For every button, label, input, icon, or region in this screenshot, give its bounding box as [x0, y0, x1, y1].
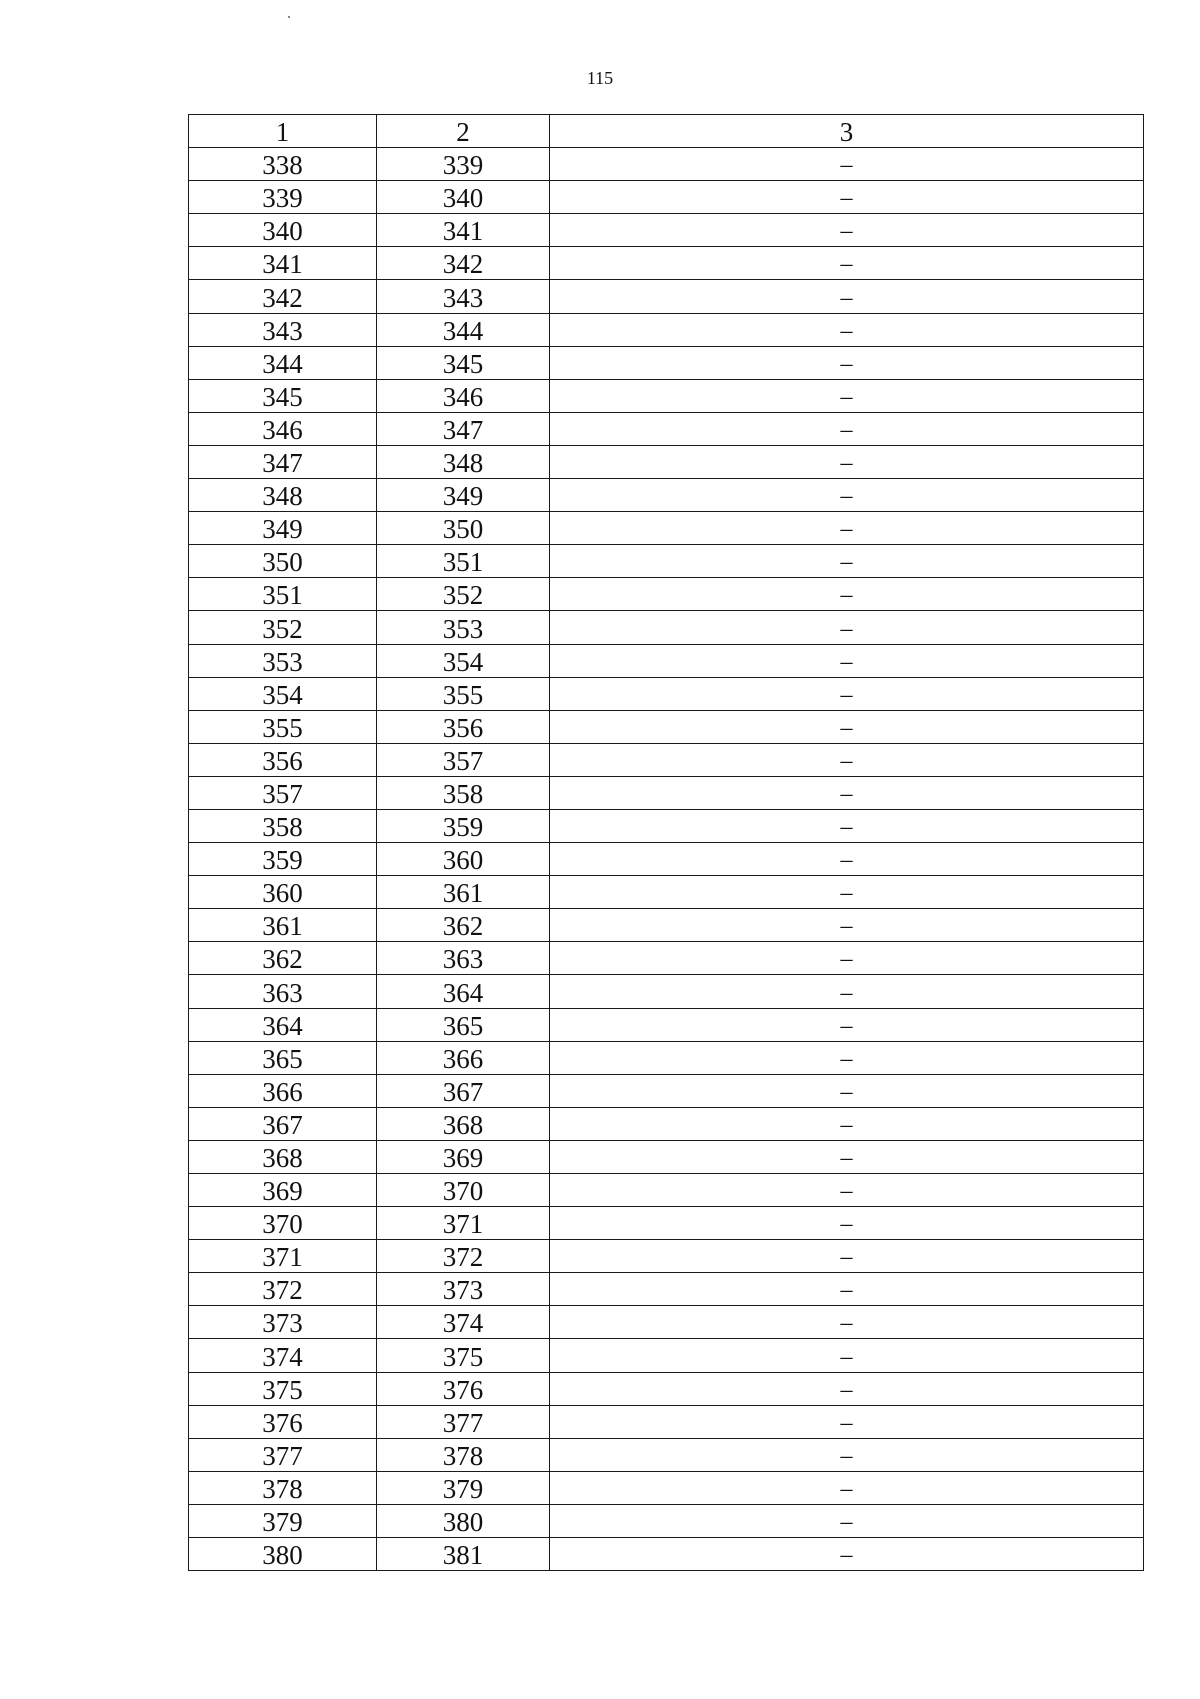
table-cell-col-3: – [550, 809, 1144, 842]
table-row [189, 909, 1144, 942]
table-cell-col-3: – [550, 776, 1144, 809]
column-header-3: 3 [550, 115, 1144, 148]
table-cell-col-3: – [550, 1273, 1144, 1306]
table-cell-col-2: 355 [377, 677, 550, 710]
table-cell-col-2: 347 [377, 412, 550, 445]
table-cell-col-3: – [550, 942, 1144, 975]
table-cell-col-2: 344 [377, 313, 550, 346]
table-row [189, 1107, 1144, 1140]
table-cell-col-3: – [550, 743, 1144, 776]
table-cell-col-1: 341 [189, 247, 377, 280]
table-row [189, 1306, 1144, 1339]
table-row [189, 1207, 1144, 1240]
table-row [189, 181, 1144, 214]
table-row [189, 1008, 1144, 1041]
table-cell-col-2: 374 [377, 1306, 550, 1339]
table-cell-col-1: 363 [189, 975, 377, 1008]
table-cell-col-1: 373 [189, 1306, 377, 1339]
table-cell-col-2: 349 [377, 479, 550, 512]
table-cell-col-1: 369 [189, 1174, 377, 1207]
table-row [189, 677, 1144, 710]
table-row [189, 743, 1144, 776]
table-cell-col-2: 380 [377, 1504, 550, 1537]
table-cell-col-3: – [550, 1438, 1144, 1471]
table-cell-col-1: 355 [189, 710, 377, 743]
table-header-row [189, 115, 1144, 148]
page-number: 115 [586, 68, 614, 88]
table-cell-col-3: – [550, 677, 1144, 710]
table-cell-col-1: 346 [189, 412, 377, 445]
table-cell-col-1: 362 [189, 942, 377, 975]
table-cell-col-1: 357 [189, 776, 377, 809]
table-cell-col-3: – [550, 346, 1144, 379]
table-cell-col-3: – [550, 578, 1144, 611]
table-cell-col-1: 370 [189, 1207, 377, 1240]
table-cell-col-3: – [550, 1372, 1144, 1405]
table-cell-col-3: – [550, 1538, 1144, 1571]
table-row [189, 512, 1144, 545]
table-row [189, 776, 1144, 809]
table-cell-col-2: 375 [377, 1339, 550, 1372]
table-cell-col-2: 370 [377, 1174, 550, 1207]
table-cell-col-2: 377 [377, 1405, 550, 1438]
table-row [189, 1471, 1144, 1504]
table-cell-col-1: 347 [189, 445, 377, 478]
table-row [189, 214, 1144, 247]
table-row [189, 1538, 1144, 1571]
table-cell-col-2: 360 [377, 843, 550, 876]
table-row [189, 975, 1144, 1008]
table-cell-col-3: – [550, 479, 1144, 512]
table-cell-col-1: 380 [189, 1538, 377, 1571]
table-row [189, 545, 1144, 578]
scan-speck [288, 16, 290, 18]
table-cell-col-1: 377 [189, 1438, 377, 1471]
table-cell-col-3: – [550, 445, 1144, 478]
table-cell-col-2: 367 [377, 1074, 550, 1107]
table-row [189, 710, 1144, 743]
table-row [189, 843, 1144, 876]
table-cell-col-3: – [550, 975, 1144, 1008]
table-cell-col-2: 354 [377, 644, 550, 677]
table-cell-col-3: – [550, 611, 1144, 644]
table-cell-col-2: 350 [377, 512, 550, 545]
table-cell-col-2: 352 [377, 578, 550, 611]
table-cell-col-3: – [550, 247, 1144, 280]
table-cell-col-3: – [550, 545, 1144, 578]
table-row [189, 1405, 1144, 1438]
table-cell-col-1: 338 [189, 148, 377, 181]
table-cell-col-1: 376 [189, 1405, 377, 1438]
table-row [189, 346, 1144, 379]
table-cell-col-2: 364 [377, 975, 550, 1008]
data-table-container [188, 114, 1143, 1571]
table-row [189, 1504, 1144, 1537]
table-cell-col-3: – [550, 181, 1144, 214]
table-cell-col-2: 361 [377, 876, 550, 909]
table-cell-col-1: 343 [189, 313, 377, 346]
table-body [189, 148, 1144, 1571]
table-row [189, 1041, 1144, 1074]
table-row [189, 1273, 1144, 1306]
table-cell-col-1: 352 [189, 611, 377, 644]
table-cell-col-1: 378 [189, 1471, 377, 1504]
table-cell-col-3: – [550, 843, 1144, 876]
table-row [189, 1438, 1144, 1471]
table-row [189, 644, 1144, 677]
table-row [189, 479, 1144, 512]
table-cell-col-1: 359 [189, 843, 377, 876]
table-cell-col-1: 342 [189, 280, 377, 313]
table-cell-col-1: 348 [189, 479, 377, 512]
column-header-1: 1 [189, 115, 377, 148]
table-row [189, 611, 1144, 644]
table-cell-col-2: 348 [377, 445, 550, 478]
table-cell-col-2: 362 [377, 909, 550, 942]
table-cell-col-3: – [550, 214, 1144, 247]
table-cell-col-2: 345 [377, 346, 550, 379]
table-cell-col-3: – [550, 379, 1144, 412]
table-cell-col-2: 339 [377, 148, 550, 181]
table-cell-col-3: – [550, 644, 1144, 677]
table-cell-col-2: 365 [377, 1008, 550, 1041]
table-cell-col-1: 339 [189, 181, 377, 214]
table-cell-col-2: 357 [377, 743, 550, 776]
table-cell-col-2: 343 [377, 280, 550, 313]
table-cell-col-2: 368 [377, 1107, 550, 1140]
table-cell-col-1: 351 [189, 578, 377, 611]
table-row [189, 1140, 1144, 1173]
table-row [189, 412, 1144, 445]
table-cell-col-1: 375 [189, 1372, 377, 1405]
table-cell-col-1: 379 [189, 1504, 377, 1537]
table-cell-col-3: – [550, 1107, 1144, 1140]
table-cell-col-1: 364 [189, 1008, 377, 1041]
table-cell-col-3: – [550, 1339, 1144, 1372]
table-cell-col-1: 349 [189, 512, 377, 545]
table-cell-col-2: 369 [377, 1140, 550, 1173]
table-cell-col-2: 342 [377, 247, 550, 280]
table-cell-col-3: – [550, 512, 1144, 545]
table-cell-col-2: 351 [377, 545, 550, 578]
table-cell-col-2: 363 [377, 942, 550, 975]
table-row [189, 942, 1144, 975]
table-cell-col-2: 346 [377, 379, 550, 412]
table-cell-col-2: 353 [377, 611, 550, 644]
table-cell-col-1: 356 [189, 743, 377, 776]
table-cell-col-3: – [550, 1174, 1144, 1207]
table-row [189, 1074, 1144, 1107]
table-cell-col-3: – [550, 148, 1144, 181]
table-cell-col-1: 372 [189, 1273, 377, 1306]
table-cell-col-1: 365 [189, 1041, 377, 1074]
table-cell-col-3: – [550, 1008, 1144, 1041]
table-cell-col-1: 340 [189, 214, 377, 247]
table-row [189, 1372, 1144, 1405]
table-cell-col-3: – [550, 1504, 1144, 1537]
table-cell-col-1: 354 [189, 677, 377, 710]
table-cell-col-3: – [550, 1405, 1144, 1438]
table-cell-col-3: – [550, 1140, 1144, 1173]
table-row [189, 876, 1144, 909]
table-cell-col-2: 379 [377, 1471, 550, 1504]
table-cell-col-2: 371 [377, 1207, 550, 1240]
table-cell-col-3: – [550, 876, 1144, 909]
table-cell-col-3: – [550, 1240, 1144, 1273]
table-cell-col-3: – [550, 280, 1144, 313]
table-cell-col-2: 366 [377, 1041, 550, 1074]
table-cell-col-3: – [550, 1471, 1144, 1504]
table-cell-col-2: 341 [377, 214, 550, 247]
table-row [189, 578, 1144, 611]
table-cell-col-2: 356 [377, 710, 550, 743]
data-table [188, 114, 1144, 1571]
table-row [189, 809, 1144, 842]
table-row [189, 313, 1144, 346]
table-cell-col-3: – [550, 1041, 1144, 1074]
table-cell-col-1: 366 [189, 1074, 377, 1107]
table-row [189, 280, 1144, 313]
table-cell-col-1: 361 [189, 909, 377, 942]
table-cell-col-2: 359 [377, 809, 550, 842]
table-cell-col-3: – [550, 1306, 1144, 1339]
table-row [189, 1339, 1144, 1372]
table-cell-col-3: – [550, 1074, 1144, 1107]
table-cell-col-1: 368 [189, 1140, 377, 1173]
table-row [189, 379, 1144, 412]
table-cell-col-1: 367 [189, 1107, 377, 1140]
table-row [189, 148, 1144, 181]
table-cell-col-1: 344 [189, 346, 377, 379]
table-cell-col-1: 353 [189, 644, 377, 677]
table-cell-col-3: – [550, 710, 1144, 743]
table-cell-col-1: 374 [189, 1339, 377, 1372]
table-cell-col-2: 378 [377, 1438, 550, 1471]
table-cell-col-2: 376 [377, 1372, 550, 1405]
table-cell-col-1: 360 [189, 876, 377, 909]
table-cell-col-3: – [550, 1207, 1144, 1240]
table-cell-col-3: – [550, 313, 1144, 346]
table-cell-col-2: 372 [377, 1240, 550, 1273]
table-cell-col-3: – [550, 412, 1144, 445]
table-cell-col-2: 358 [377, 776, 550, 809]
table-row [189, 445, 1144, 478]
table-cell-col-2: 340 [377, 181, 550, 214]
column-header-2: 2 [377, 115, 550, 148]
table-row [189, 1240, 1144, 1273]
table-cell-col-1: 345 [189, 379, 377, 412]
table-cell-col-2: 373 [377, 1273, 550, 1306]
table-cell-col-2: 381 [377, 1538, 550, 1571]
table-row [189, 247, 1144, 280]
table-cell-col-1: 350 [189, 545, 377, 578]
table-cell-col-1: 358 [189, 809, 377, 842]
table-row [189, 1174, 1144, 1207]
table-cell-col-1: 371 [189, 1240, 377, 1273]
table-cell-col-3: – [550, 909, 1144, 942]
